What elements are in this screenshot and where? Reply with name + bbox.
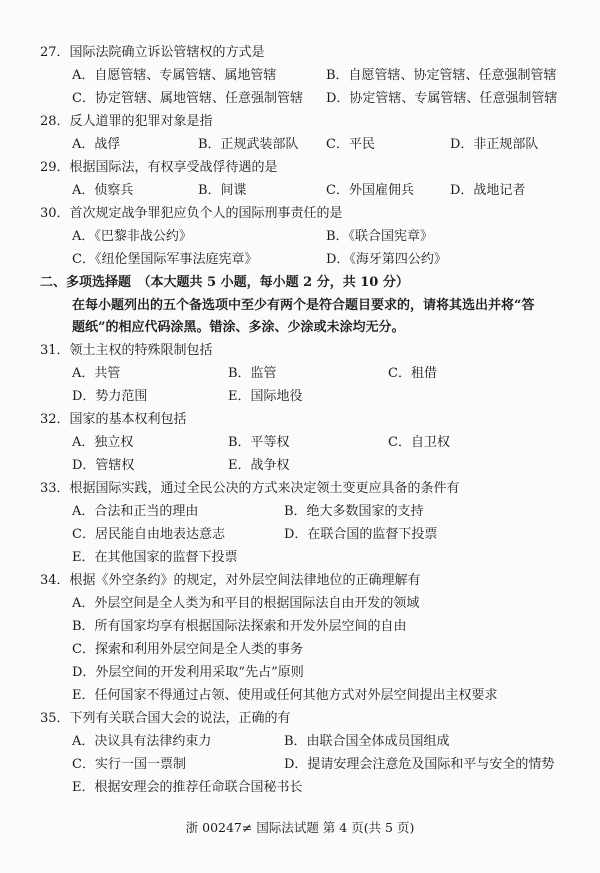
question-31-stem: 31．领土主权的特殊限制包括 bbox=[40, 343, 213, 358]
question-27-option-a: A．自愿管辖、专属管辖、属地管辖 bbox=[72, 68, 277, 83]
question-35-option-a: A．决议具有法律约束力 bbox=[72, 734, 212, 749]
question-30-option-a: A．《巴黎非战公约》 bbox=[72, 229, 192, 244]
question-28-option-c: C．平民 bbox=[326, 137, 375, 152]
question-27-option-c: C．协定管辖、属地管辖、任意强制管辖 bbox=[72, 91, 303, 106]
question-29-option-b: B．间谍 bbox=[198, 183, 247, 198]
question-35-option-b: B．由联合国全体成员国组成 bbox=[284, 734, 450, 749]
question-29-option-d: D．战地记者 bbox=[450, 183, 526, 198]
question-31-option-a: A．共管 bbox=[72, 366, 121, 381]
question-34-option-c: C．探索和利用外层空间是全人类的事务 bbox=[72, 642, 303, 657]
question-27-stem: 27．国际法院确立诉讼管辖权的方式是 bbox=[40, 45, 265, 60]
question-32-option-b: B．平等权 bbox=[228, 435, 290, 450]
question-33-stem: 33．根据国际实践，通过全民公决的方式来决定领土变更应具备的条件有 bbox=[40, 481, 460, 496]
question-28-option-a: A．战俘 bbox=[72, 137, 121, 152]
question-29-option-c: C．外国雇佣兵 bbox=[326, 183, 414, 198]
question-32-stem: 32．国家的基本权利包括 bbox=[40, 412, 187, 427]
question-35-option-c: C．实行一国一票制 bbox=[72, 757, 186, 772]
section-2-title: 二、多项选择题 （本大题共 5 小题，每小题 2 分，共 10 分） bbox=[40, 275, 409, 290]
question-33-option-c: C．居民能自由地表达意志 bbox=[72, 527, 225, 542]
question-30-option-b: B．《联合国宪章》 bbox=[326, 229, 434, 244]
question-34-option-d: D．外层空间的开发利用采取“先占”原则 bbox=[72, 665, 304, 680]
question-30-option-d: D．《海牙第四公约》 bbox=[326, 252, 447, 267]
question-30-option-c: C．《纽伦堡国际军事法庭宪章》 bbox=[72, 252, 258, 267]
question-31-option-b: B．监管 bbox=[228, 366, 277, 381]
question-35-option-d: D．提请安理会注意危及国际和平与安全的情势 bbox=[284, 757, 555, 772]
question-27-option-d: D．协定管辖、专属管辖、任意强制管辖 bbox=[326, 91, 558, 106]
question-29-stem: 29．根据国际法，有权享受战俘待遇的是 bbox=[40, 160, 278, 175]
question-27-option-b: B．自愿管辖、协定管辖、任意强制管辖 bbox=[326, 68, 557, 83]
question-32-option-a: A．独立权 bbox=[72, 435, 134, 450]
question-34-option-b: B．所有国家均享有根据国际法探索和开发外层空间的自由 bbox=[72, 619, 407, 634]
question-28-option-b: B．正规武装部队 bbox=[198, 137, 299, 152]
question-35-option-e: E．根据安理会的推荐任命联合国秘书长 bbox=[72, 780, 303, 795]
question-28-stem: 28．反人道罪的犯罪对象是指 bbox=[40, 114, 213, 129]
question-34-option-e: E．任何国家不得通过占领、使用或任何其他方式对外层空间提出主权要求 bbox=[72, 688, 498, 703]
question-28-option-d: D．非正规部队 bbox=[450, 137, 539, 152]
question-33-option-e: E．在其他国家的监督下投票 bbox=[72, 550, 238, 565]
page-footer: 浙 00247≠ 国际法试题 第 4 页(共 5 页) bbox=[185, 820, 415, 835]
question-31-option-e: E．国际地役 bbox=[228, 389, 303, 404]
question-34-option-a: A．外层空间是全人类为和平目的根据国际法自由开发的领域 bbox=[72, 596, 420, 611]
question-35-stem: 35．下列有关联合国大会的说法，正确的有 bbox=[40, 711, 291, 726]
question-32-option-d: D．管辖权 bbox=[72, 458, 135, 473]
section-2-instruction-line-1: 在每小题列出的五个备选项中至少有两个是符合题目要求的，请将其选出并将“答 bbox=[72, 298, 535, 313]
question-33-option-b: B．绝大多数国家的支持 bbox=[284, 504, 424, 519]
question-29-option-a: A．侦察兵 bbox=[72, 183, 134, 198]
section-2-instruction-line-2: 题纸”的相应代码涂黑。错涂、多涂、少涂或未涂均无分。 bbox=[72, 320, 405, 335]
question-31-option-c: C．租借 bbox=[388, 366, 437, 381]
question-31-option-d: D．势力范围 bbox=[72, 389, 148, 404]
question-33-option-d: D．在联合国的监督下投票 bbox=[284, 527, 438, 542]
question-33-option-a: A．合法和正当的理由 bbox=[72, 504, 199, 519]
question-30-stem: 30．首次规定战争罪犯应负个人的国际刑事责任的是 bbox=[40, 206, 343, 221]
question-32-option-c: C．自卫权 bbox=[388, 435, 450, 450]
question-34-stem: 34．根据《外空条约》的规定，对外层空间法律地位的正确理解有 bbox=[40, 573, 421, 588]
question-32-option-e: E．战争权 bbox=[228, 458, 290, 473]
